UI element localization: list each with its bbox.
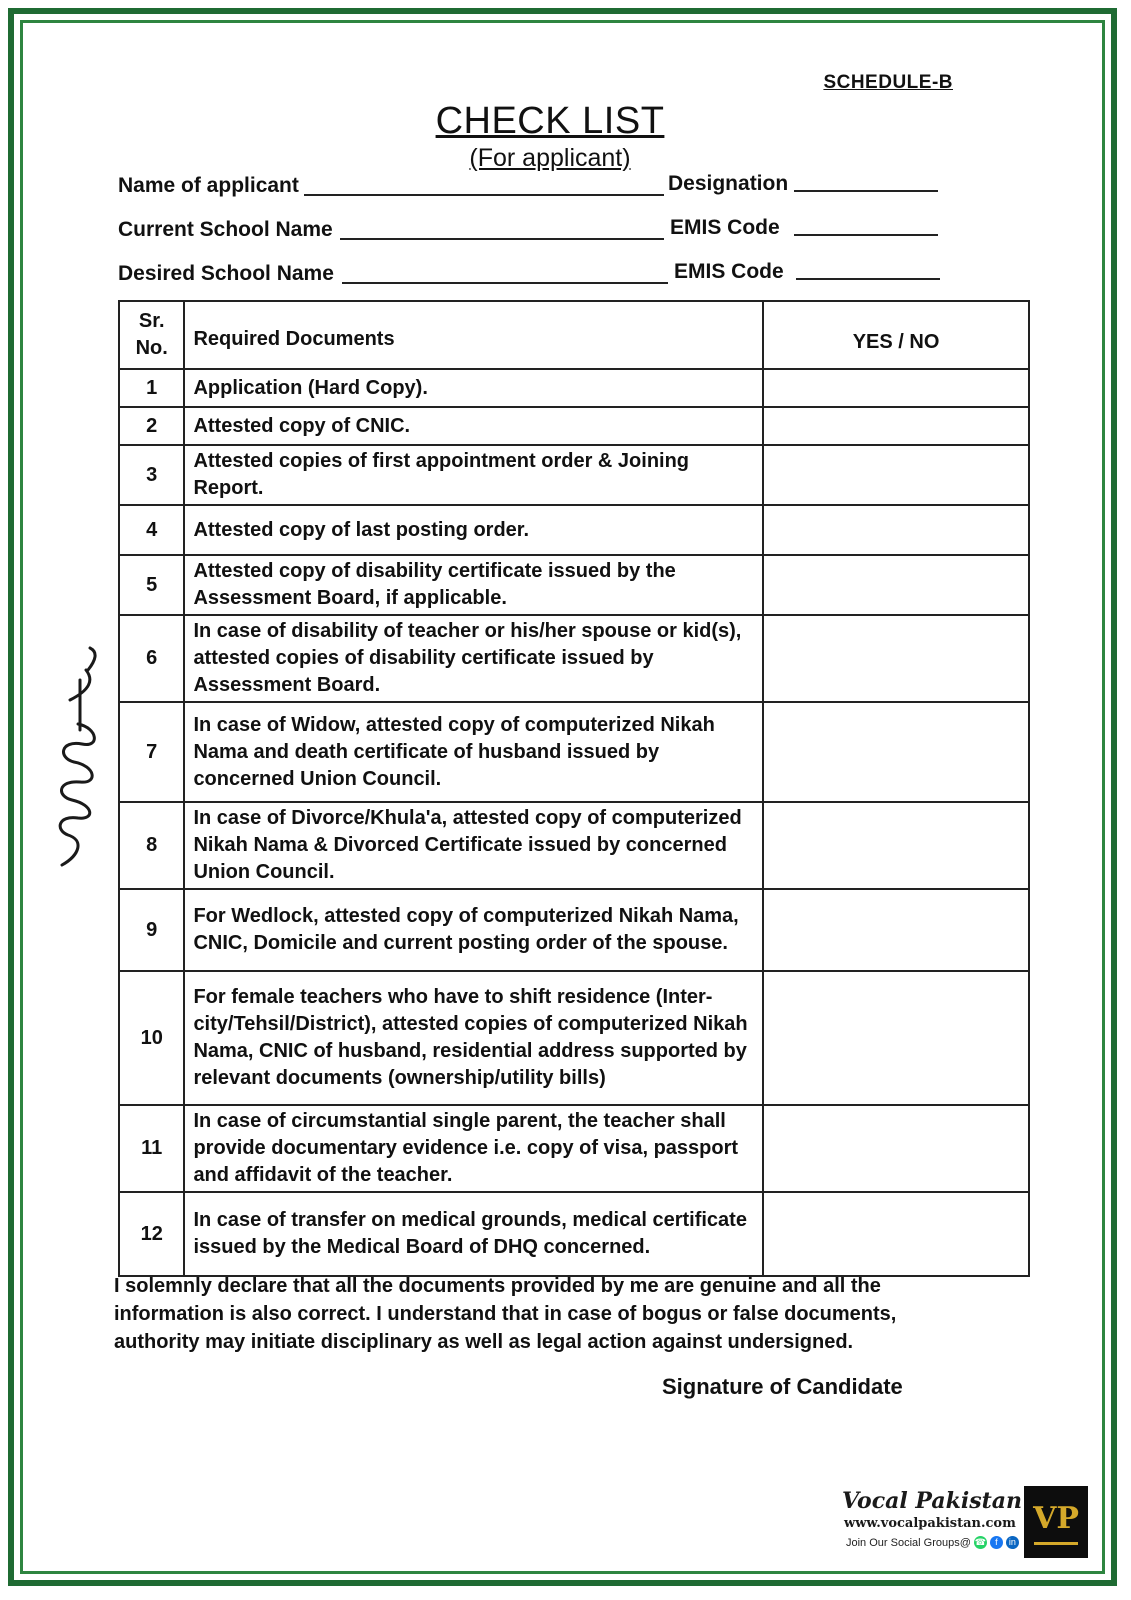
social-groups-label: Join Our Social Groups@	[846, 1536, 971, 1549]
table-row	[119, 702, 1029, 802]
row-sr-no: 11	[119, 1105, 184, 1192]
required-documents-header: Required Documents	[184, 301, 763, 369]
row-document: For Wedlock, attested copy of computerized Nikah Nama, CNIC, Domicile and current posting order of the spouse.	[184, 889, 763, 971]
current-school-name-label: Current School Name	[118, 218, 333, 241]
row-document: Attested copies of first appointment order & Joining Report.	[184, 445, 763, 505]
table-header-row	[119, 301, 1029, 369]
row-sr-no: 3	[119, 445, 184, 505]
required-documents-table	[118, 300, 1030, 1277]
desired-school-name-label: Desired School Name	[118, 262, 334, 285]
brand-name: Vocal Pakistan	[842, 1488, 1022, 1514]
row-sr-no: 7	[119, 702, 184, 802]
emis-code-label-desired: EMIS Code	[674, 260, 784, 283]
linkedin-icon[interactable]: in	[1006, 1536, 1019, 1549]
handwritten-signature-mark	[50, 640, 110, 880]
table-row	[119, 555, 1029, 615]
row-sr-no: 5	[119, 555, 184, 615]
emis-code-label-current: EMIS Code	[670, 216, 780, 239]
logo-icon	[1024, 1486, 1088, 1558]
desired-school-name-field[interactable]	[342, 282, 668, 284]
emis-code-field-desired[interactable]	[796, 278, 940, 280]
svg-text:VP: VP	[1033, 1501, 1079, 1536]
table-row	[119, 1192, 1029, 1276]
row-document: Attested copy of CNIC.	[184, 407, 763, 445]
row-sr-no: 6	[119, 615, 184, 702]
table-row	[119, 369, 1029, 407]
declaration-text: I solemnly declare that all the documents provided by me are genuine and all the information is also correct. I understand that in case of bogus or false documents, authority may initiate disciplinary as well as legal action against undersigned.	[114, 1275, 897, 1353]
row-sr-no: 12	[119, 1192, 184, 1276]
row-yes-no-cell[interactable]	[763, 802, 1029, 889]
table-row	[119, 971, 1029, 1105]
table-row	[119, 889, 1029, 971]
schedule-label: SCHEDULE-B	[823, 72, 953, 93]
row-yes-no-cell[interactable]	[763, 1192, 1029, 1276]
row-document: In case of circumstantial single parent, the teacher shall provide documentary evidence i.e. copy of visa, passport and affidavit of the teacher.	[184, 1105, 763, 1192]
signature-of-candidate-label: Signature of Candidate	[662, 1374, 903, 1399]
table-row	[119, 615, 1029, 702]
page-title: CHECK LIST	[435, 100, 665, 142]
row-yes-no-cell[interactable]	[763, 615, 1029, 702]
row-yes-no-cell[interactable]	[763, 1105, 1029, 1192]
table-row	[119, 802, 1029, 889]
page-subtitle: (For applicant)	[469, 144, 631, 172]
designation-label: Designation	[668, 172, 789, 195]
brand-url[interactable]: www.vocalpakistan.com	[844, 1516, 1016, 1531]
row-document: In case of transfer on medical grounds, medical certificate issued by the Medical Board of DHQ concerned.	[184, 1192, 763, 1276]
row-yes-no-cell[interactable]	[763, 369, 1029, 407]
row-yes-no-cell[interactable]	[763, 889, 1029, 971]
row-yes-no-cell[interactable]	[763, 702, 1029, 802]
current-school-name-field[interactable]	[340, 238, 664, 240]
row-document: Application (Hard Copy).	[184, 369, 763, 407]
row-document: In case of Divorce/Khula'a, attested copy of computerized Nikah Nama & Divorced Certificate issued by concerned Union Council.	[184, 802, 763, 889]
table-row	[119, 505, 1029, 555]
row-sr-no: 8	[119, 802, 184, 889]
row-yes-no-cell[interactable]	[763, 555, 1029, 615]
social-groups-line	[846, 1536, 1019, 1549]
yes-no-header: YES / NO	[763, 301, 1029, 369]
name-of-applicant-field[interactable]	[304, 194, 664, 196]
row-sr-no: 9	[119, 889, 184, 971]
row-sr-no: 2	[119, 407, 184, 445]
table-row	[119, 407, 1029, 445]
row-yes-no-cell[interactable]	[763, 505, 1029, 555]
row-sr-no: 10	[119, 971, 184, 1105]
name-of-applicant-label: Name of applicant	[118, 174, 299, 197]
row-document: Attested copy of last posting order.	[184, 505, 763, 555]
table-row	[119, 445, 1029, 505]
emis-code-field-current[interactable]	[794, 234, 938, 236]
designation-field[interactable]	[794, 190, 938, 192]
row-yes-no-cell[interactable]	[763, 445, 1029, 505]
row-sr-no: 4	[119, 505, 184, 555]
row-document: For female teachers who have to shift residence (Inter-city/Tehsil/District), attested copies of computerized Nikah Nama, CNIC of husband, residential address supported by relevant documents (ownership/utility bills)	[184, 971, 763, 1105]
table-row	[119, 1105, 1029, 1192]
row-sr-no: 1	[119, 369, 184, 407]
row-document: Attested copy of disability certificate issued by the Assessment Board, if applicable.	[184, 555, 763, 615]
row-yes-no-cell[interactable]	[763, 971, 1029, 1105]
whatsapp-icon[interactable]: ☎	[974, 1537, 986, 1547]
facebook-icon[interactable]: f	[990, 1536, 1003, 1549]
row-document: In case of Widow, attested copy of computerized Nikah Nama and death certificate of husband issued by concerned Union Council.	[184, 702, 763, 802]
row-document: In case of disability of teacher or his/her spouse or kid(s), attested copies of disability certificate issued by Assessment Board.	[184, 615, 763, 702]
vocal-pakistan-logo	[1024, 1486, 1088, 1558]
row-yes-no-cell[interactable]	[763, 407, 1029, 445]
sr-no-header: Sr. No.	[119, 301, 184, 369]
